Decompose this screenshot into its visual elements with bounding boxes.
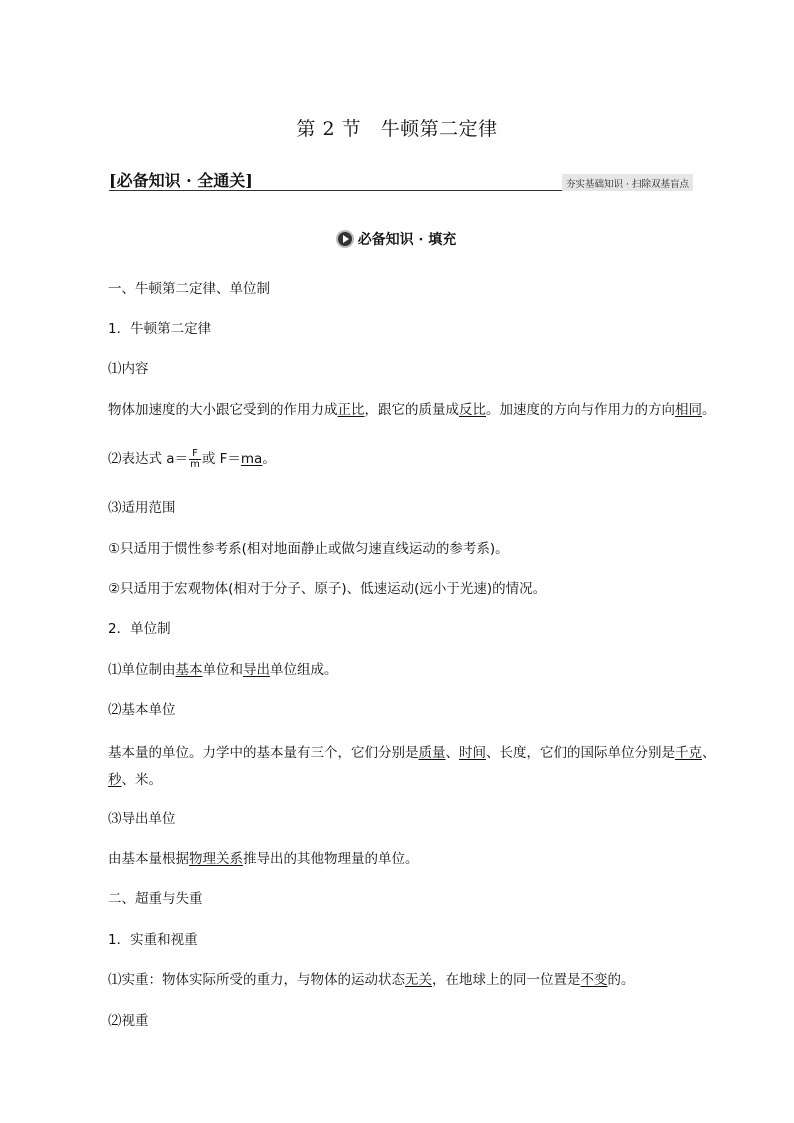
- blank-answer: 质量: [418, 745, 446, 761]
- unit-paragraph-1: [108, 659, 720, 681]
- text-segment: 。: [702, 402, 716, 418]
- content-paragraph: [108, 399, 720, 421]
- text-segment: 、米。: [121, 772, 162, 788]
- blank-answer: 反比: [459, 402, 486, 418]
- heading-real-apparent: 1．实重和视重: [108, 932, 198, 948]
- real-weight-paragraph: [108, 969, 720, 991]
- fraction-f-over-m: [189, 449, 201, 470]
- text-segment: 。加速度的方向与作用力的方向: [486, 402, 675, 418]
- blank-answer: 导出: [243, 662, 270, 678]
- scope-heading: ⑶适用范围: [108, 500, 176, 516]
- blank-answer: 基本: [175, 662, 203, 678]
- text-segment: 的。: [607, 972, 635, 988]
- text-segment: 、长度，它们的国际单位分别是: [486, 745, 675, 761]
- section-header: [109, 168, 693, 191]
- text-segment: ，跟它的质量成: [364, 402, 459, 418]
- derived-unit-heading: ⑶导出单位: [108, 811, 176, 827]
- section-label: [必备知识 · 全通关]: [109, 171, 253, 190]
- heading-newton-second-law: 一、牛顿第二定律、单位制: [108, 281, 270, 297]
- blank-answer: 时间: [459, 745, 486, 761]
- content-heading: ⑴内容: [108, 361, 149, 377]
- blank-answer: 不变: [580, 972, 608, 988]
- text-segment: 。: [262, 451, 276, 467]
- heading-unit-system: 2．单位制: [108, 621, 171, 637]
- base-unit-heading: ⑵基本单位: [108, 702, 176, 718]
- apparent-weight-heading: ⑵视重: [108, 1013, 149, 1029]
- scope-item-2: ②只适用于宏观物体(相对于分子、原子)、低速运动(远小于光速)的情况。: [108, 581, 547, 597]
- text-segment: 基本量的单位。力学中的基本量有三个，它们分别是: [108, 745, 419, 761]
- text-segment: 推导出的其他物理量的单位。: [243, 851, 419, 867]
- blank-answer: 相同: [675, 402, 702, 418]
- blank-answer: 正比: [337, 402, 365, 418]
- base-unit-paragraph: [108, 740, 720, 794]
- text-segment: ⑴实重：物体实际所受的重力，与物体的运动状态: [108, 972, 405, 988]
- text-segment: ，在地球上的同一位置是: [432, 972, 581, 988]
- blank-answer: 物理关系: [189, 851, 243, 867]
- text-segment: 由基本量根据: [108, 851, 189, 867]
- text-segment: 单位和: [202, 662, 243, 678]
- fraction-numerator: F: [189, 449, 201, 460]
- expression-line: [108, 448, 720, 470]
- text-segment: 或 F＝: [201, 451, 241, 467]
- text-segment: ⑵表达式 a＝: [108, 451, 189, 467]
- subheading-text: 必备知识 · 填充: [357, 232, 457, 248]
- heading-overweight: 二、超重与失重: [108, 891, 203, 907]
- text-segment: 、: [445, 745, 459, 761]
- blank-answer: 秒: [108, 772, 122, 788]
- blank-answer: 无关: [405, 972, 432, 988]
- page-title: 第 2 节 牛顿第二定律: [296, 118, 498, 140]
- heading-law-1: 1．牛顿第二定律: [108, 321, 212, 337]
- text-segment: 、: [702, 745, 716, 761]
- play-icon: [338, 232, 352, 246]
- scope-item-1: ①只适用于惯性参考系(相对地面静止或做匀速直线运动的参考系)。: [108, 541, 509, 557]
- text-segment: 单位组成。: [270, 662, 338, 678]
- subheading: [0, 229, 794, 249]
- blank-answer: 千克: [675, 745, 702, 761]
- derived-unit-paragraph: [108, 848, 720, 870]
- blank-answer: ma: [240, 451, 263, 467]
- text-segment: ⑴单位制由: [108, 662, 176, 678]
- section-tag: 夯实基础知识 · 扫除双基盲点: [562, 174, 693, 191]
- fraction-denominator: m: [190, 458, 200, 470]
- text-segment: 物体加速度的大小跟它受到的作用力成: [108, 402, 338, 418]
